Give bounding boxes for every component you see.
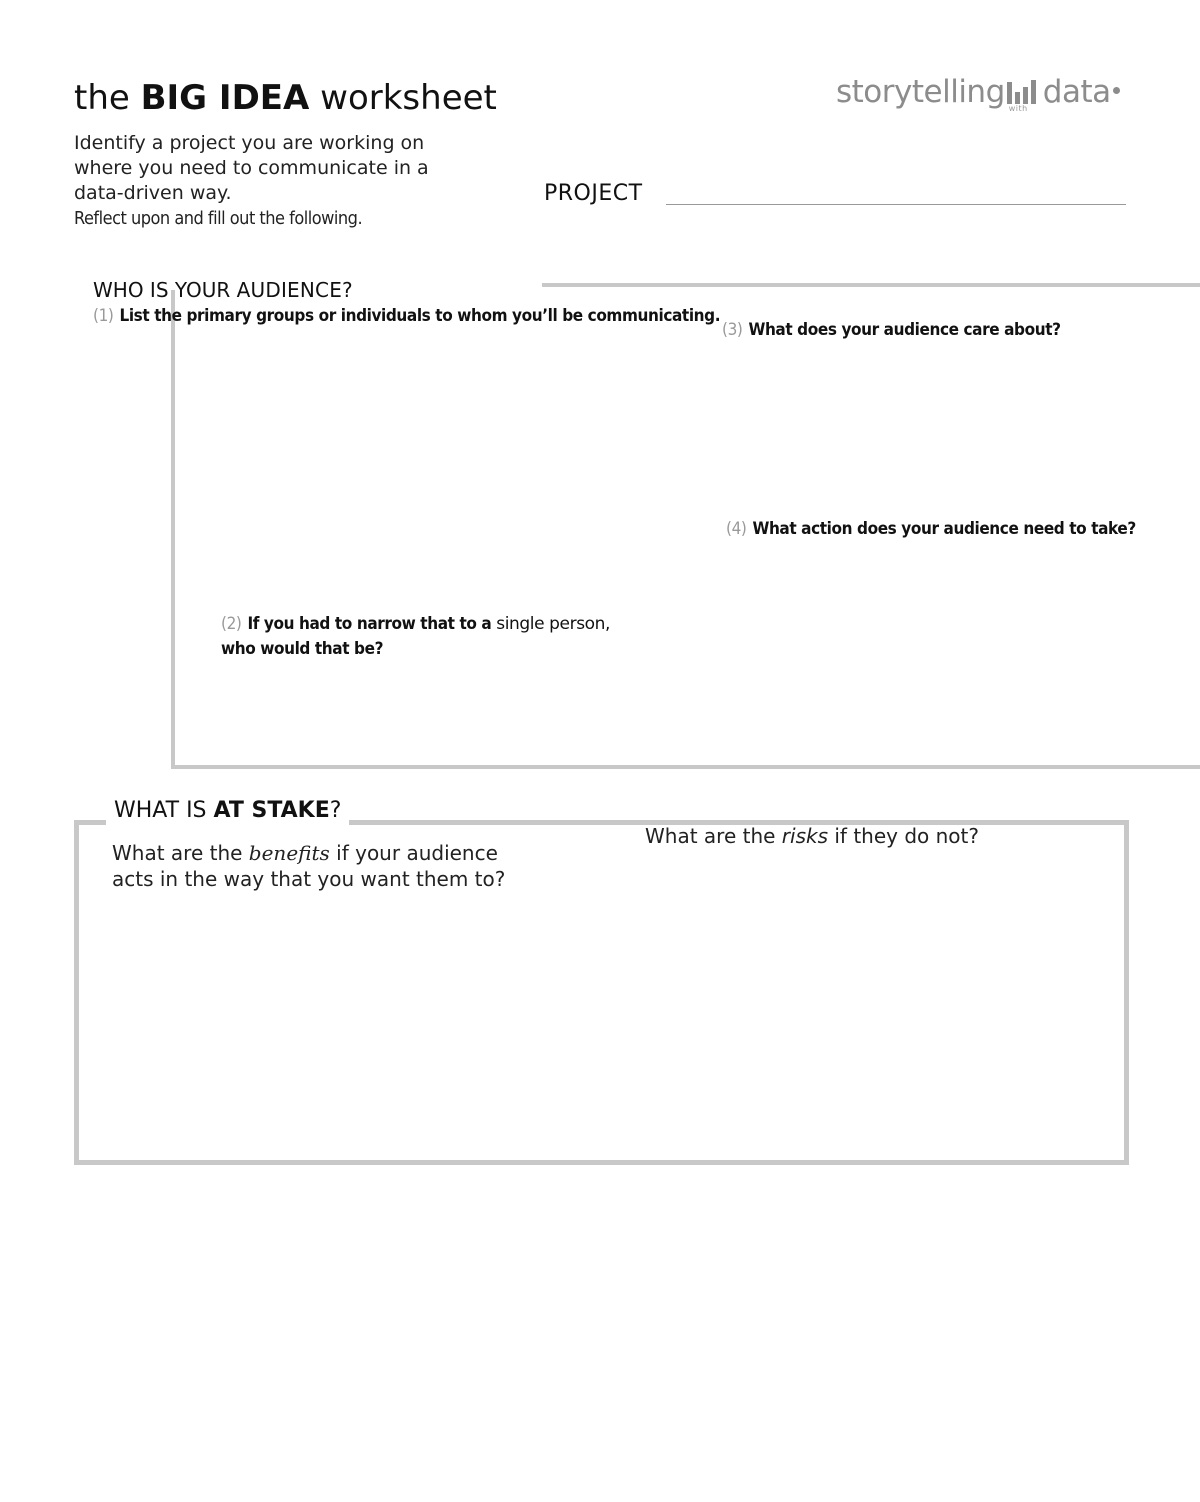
benefits-emphasis: benefits [248,841,330,865]
audience-title-bold: AUDIENCE [236,278,343,302]
audience-question-3 [722,318,1061,342]
project-input-line[interactable] [666,204,1126,205]
audience-question-4 [726,517,1136,541]
stake-title-prefix: WHAT IS [114,798,214,823]
project-label: PROJECT [544,181,643,206]
logo-word-with: with [1008,104,1028,113]
benefits-question [112,840,532,892]
title-suffix: worksheet [309,78,497,118]
title-prefix: the [74,78,141,118]
registered-dot-icon [1113,87,1120,94]
title-bold: BIG IDEA [140,78,310,118]
bar-chart-icon [1007,76,1041,113]
question-text-plain: single person, [496,614,611,634]
stake-title-suffix: ? [329,798,342,823]
intro-text [74,131,494,231]
intro-line: data-driven way. [74,182,232,204]
risks-pre: What are the [645,824,782,848]
question-number: (3) [722,320,743,340]
audience-question-2-line2: who would that be? [221,639,384,659]
intro-reflect: Reflect upon and fill out the following. [74,208,363,229]
audience-title-suffix: ? [342,278,353,302]
logo-word-data: data [1042,74,1111,110]
question-text: What action does your audience need to take? [752,519,1136,539]
logo-word-storytelling: storytelling [836,74,1005,110]
audience-question-2 [221,612,610,636]
risks-post: if they do not? [828,824,979,848]
intro-line: where you need to communicate in a [74,157,429,179]
audience-question-1 [93,304,720,328]
risks-question [645,823,979,849]
question-number: (4) [726,519,747,539]
stake-section-title [106,796,349,826]
question-number: (1) [93,306,114,326]
stake-title-bold: AT STAKE [213,798,330,823]
question-text: If you had to narrow that to a [247,614,497,634]
intro-line: Identify a project you are working on [74,132,425,154]
storytelling-with-data-logo [836,74,1120,113]
question-number: (2) [221,614,242,634]
benefits-post: if your audience acts in the way that you want them to? [112,841,506,891]
audience-title-prefix: WHO IS YOUR [93,278,237,302]
question-text: What does your audience care about? [748,320,1061,340]
question-text: List the primary groups or individuals to whom you’ll be communicating. [119,306,721,326]
audience-section-title [93,277,353,303]
worksheet-title [74,76,497,120]
risks-emphasis: risks [781,824,828,848]
benefits-pre: What are the [112,841,249,865]
